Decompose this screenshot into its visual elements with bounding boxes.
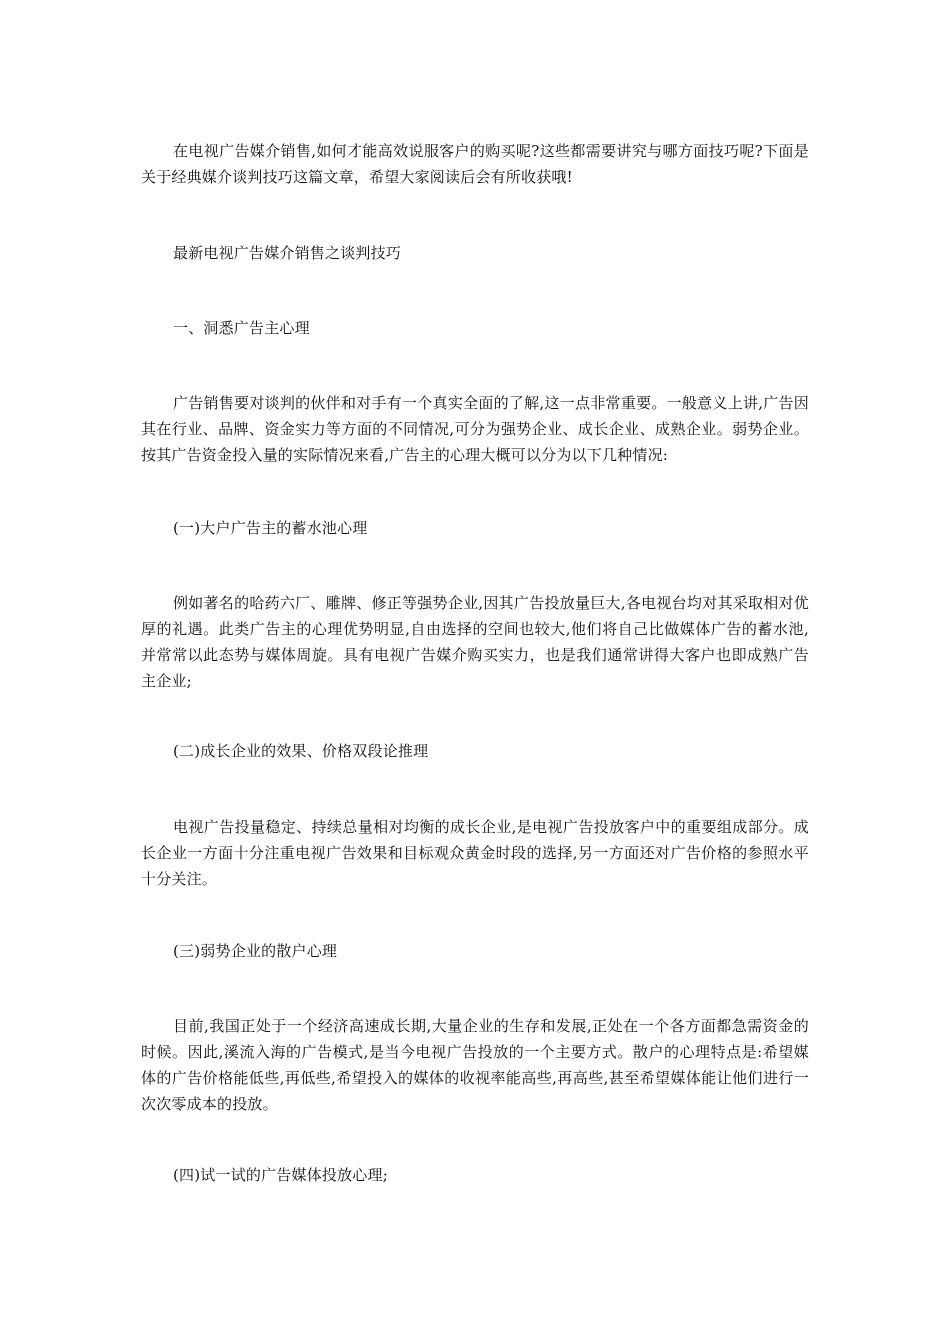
- subsection-heading-4: (四)试一试的广告媒体投放心理;: [173, 1166, 388, 1184]
- subsection-paragraph-2: 电视广告投量稳定、持续总量相对均衡的成长企业,是电视广告投放客户中的重要组成部分。成长企业一方面十分注重电视广告效果和目标观众黄金时段的选择,另一方面还对广告价格的参照水平十分关注。: [141, 818, 809, 888]
- subsection-paragraph-3: 目前,我国正处于一个经济高速成长期,大量企业的生存和发展,正处在一个各方面都急需资金的时候。因此,溪流入海的广告模式,是当今电视广告投放的一个主要方式。散户的心理特点是:希望媒体的广告价格能低些,再低些,希望投入的媒体的收视率能高些,再高些,甚至希望媒体能让他们进行一次次零成本的投放。: [141, 1017, 809, 1113]
- intro-paragraph: 在电视广告媒介销售,如何才能高效说服客户的购买呢?这些都需要讲究与哪方面技巧呢?下面是关于经典媒介谈判技巧这篇文章，希望大家阅读后会有所收获哦!: [141, 142, 809, 186]
- document-title: 最新电视广告媒介销售之谈判技巧: [173, 244, 402, 262]
- subsection-heading-1: (一)大户广告主的蓄水池心理: [173, 519, 368, 537]
- section-heading-1: 一、洞悉广告主心理: [173, 319, 310, 337]
- section-paragraph-1: 广告销售要对谈判的伙伴和对手有一个真实全面的了解,这一点非常重要。一般意义上讲,广告因其在行业、品牌、资金实力等方面的不同情况,可分为强势企业、成长企业、成熟企业。弱势企业。按其广告资金投入量的实际情况来看,广告主的心理大概可以分为以下几种情况:: [141, 394, 809, 464]
- subsection-paragraph-1: 例如著名的哈药六厂、雕牌、修正等强势企业,因其广告投放量巨大,各电视台均对其采取相对优厚的礼遇。此类广告主的心理优势明显,自由选择的空间也较大,他们将自己比做媒体广告的蓄水池,并常常以此态势与媒体周旋。具有电视广告媒介购买实力，也是我们通常讲得大客户也即成熟广告主企业;: [141, 594, 809, 690]
- subsection-heading-3: (三)弱势企业的散户心理: [173, 942, 338, 960]
- subsection-heading-2: (二)成长企业的效果、价格双段论推理: [173, 742, 429, 760]
